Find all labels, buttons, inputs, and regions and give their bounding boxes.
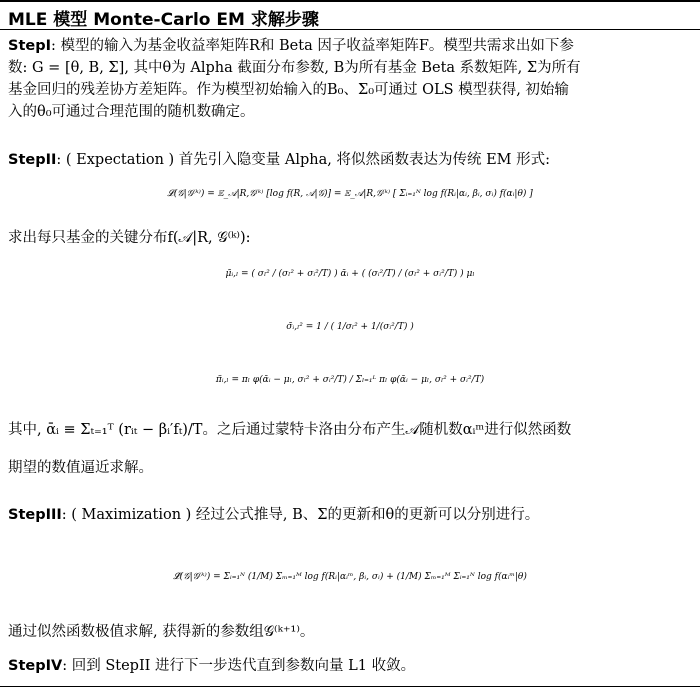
step4-text: : 回到 StepII 进行下一步迭代直到参数向量 L1 收敛。: [62, 658, 416, 674]
step1-text1: : 模型的输入为基金收益率矩阵R和 Beta 因子收益率矩阵F。模型共需求出如下参: [50, 38, 574, 54]
step2-where-line1: 其中, ᾱᵢ ≡ Σₜ₌₁ᵀ (rᵢₜ − βᵢ′fₜ)/T。之后通过蒙特卡洛由分布产生𝒜随机数αᵢᵐ进行似然函数: [8, 422, 572, 438]
step3-heading-text: : ( Maximization ) 经过公式推导, B、Σ的更新和θ的更新可以分别进行。: [61, 507, 540, 523]
step3-heading: [8, 505, 539, 525]
step2-intro: 求出每只基金的关键分布f(𝒜|R, 𝒢⁽ᵏ⁾):: [8, 230, 251, 246]
step1-line3: 基金回归的残差协方差矩阵。作为模型初始输入的B₀、Σ₀可通过 OLS 模型获得, 初始输: [8, 82, 569, 98]
step2-heading-text: : ( Expectation ) 首先引入隐变量 Alpha, 将似然函数表达为传统 EM 形式:: [56, 152, 551, 168]
step1-line4: 入的θ₀可通过合理范围的随机数确定。: [8, 104, 255, 120]
step4-label: StepIV: [8, 658, 63, 674]
step4-line: [8, 656, 415, 676]
page-title: MLE 模型 Monte-Carlo EM 求解步骤: [8, 10, 319, 30]
step1-line1: [8, 36, 574, 56]
bottom-rule: [0, 686, 700, 687]
step2-heading: [8, 150, 550, 170]
step3-label: StepIII: [8, 507, 62, 523]
step2-where-line2: 期望的数值逼近求解。: [8, 460, 153, 476]
equation-expected-likelihood: 𝓛(𝒢|𝒢⁽ᵏ⁾) = 𝔼_𝒜|R,𝒢⁽ᵏ⁾ [log f(R, 𝒜|𝒢)] = 𝔼_𝒜|R,𝒢⁽ᵏ⁾ [ Σᵢ₌₁ᴺ log f(Rᵢ|αᵢ, βᵢ, σᵢ) f(αᵢ|θ) ]: [167, 189, 533, 199]
equation-posterior-weight: π̃ᵢ,ₗ = πₗ φ(ᾱᵢ − μₗ, σₗ² + σᵢ²/T) / Σₗ₌₁ᴸ πₗ φ(ᾱᵢ − μₗ, σₗ² + σᵢ²/T): [215, 375, 485, 385]
equation-posterior-variance: σ̃ᵢ,ₗ² = 1 / ( 1/σₗ² + 1/(σᵢ²/T) ): [286, 322, 414, 332]
step1-label: StepI: [8, 38, 51, 54]
title-bar: [0, 0, 700, 30]
equation-monte-carlo-likelihood: 𝓛̂(𝒢|𝒢⁽ᵏ⁾) = Σᵢ₌₁ᴺ (1/M) Σₘ₌₁ᴹ log f(Rᵢ|αᵢᵐ, βᵢ, σᵢ) + (1/M) Σₘ₌₁ᴹ Σᵢ₌₁ᴺ log f(αᵢᵐ|θ): [173, 572, 527, 582]
step2-label: StepII: [8, 152, 57, 168]
equation-posterior-mean: μ̃ᵢ,ₗ = ( σₗ² / (σₗ² + σᵢ²/T) ) ᾱᵢ + ( (σᵢ²/T) / (σₗ² + σᵢ²/T) ) μₗ: [225, 269, 475, 279]
step3-after: 通过似然函数极值求解, 获得新的参数组𝒢⁽ᵏ⁺¹⁾。: [8, 624, 315, 640]
step1-line2: 数: G = [θ, B, Σ], 其中θ为 Alpha 截面分布参数, B为所有基金 Beta 系数矩阵, Σ为所有: [8, 60, 581, 76]
